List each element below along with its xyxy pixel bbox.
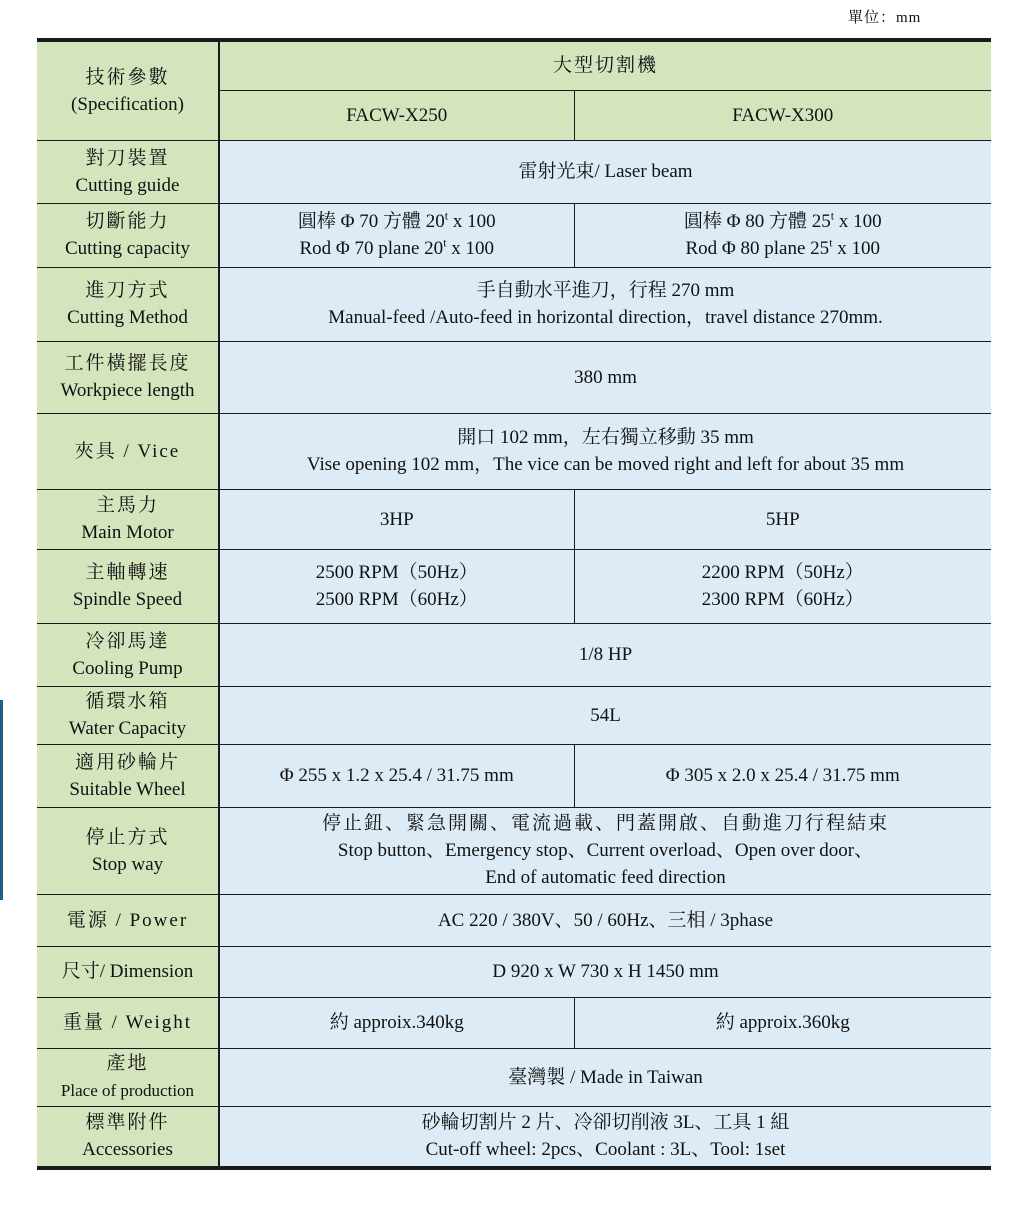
label-accessories — [37, 1106, 219, 1168]
value-line: 2200 RPM（50Hz） — [701, 562, 864, 583]
label-stop-way — [37, 807, 219, 894]
label-zh: 循環水箱 — [85, 691, 170, 712]
capacity-text: x 100 — [832, 238, 881, 259]
capacity-text: Rod Φ 70 plane 20 — [299, 238, 444, 259]
value-suitable-wheel-x250: Φ 255 x 1.2 x 25.4 / 31.75 mm — [219, 744, 574, 807]
value-line: 2300 RPM（60Hz） — [701, 589, 864, 610]
label-en: Workpiece length — [60, 380, 195, 401]
label-en: Cutting guide — [75, 174, 180, 196]
capacity-line — [579, 235, 988, 262]
value-spindle-speed-x300 — [574, 549, 991, 623]
machine-title: 大型切割機 — [219, 40, 991, 90]
value-line: 2500 RPM（60Hz） — [315, 589, 478, 610]
label-cutting-guide — [37, 140, 219, 203]
label-dimension: 尺寸/ Dimension — [37, 946, 219, 997]
capacity-line — [224, 208, 570, 235]
label-zh: 冷卻馬達 — [85, 630, 170, 652]
value-line: Cut-off wheel: 2pcs、Coolant : 3L、Tool: 1set — [425, 1139, 786, 1161]
header-row-title — [37, 40, 991, 90]
value-line: Vise opening 102 mm，The vice can be moved right and left for about 35 mm — [306, 454, 905, 475]
label-cooling-pump — [37, 623, 219, 686]
label-suitable-wheel — [37, 744, 219, 807]
label-en: Main Motor — [81, 522, 174, 543]
value-line: Manual-feed /Auto-feed in horizontal direction，travel distance 270mm. — [328, 307, 883, 328]
label-place — [37, 1048, 219, 1106]
capacity-text: x 100 — [834, 211, 882, 232]
row-cooling-pump — [37, 623, 991, 686]
label-en: Water Capacity — [68, 718, 187, 739]
spec-header-cell — [37, 40, 219, 140]
thickness-sup: t — [443, 235, 447, 250]
thickness-sup: t — [830, 208, 835, 223]
row-weight — [37, 997, 991, 1048]
value-vice — [219, 413, 991, 489]
value-dimension: D 920 x W 730 x H 1450 mm — [219, 946, 991, 997]
spec-header-en: (Specification) — [71, 93, 184, 115]
capacity-text: x 100 — [446, 238, 495, 259]
value-place: 臺灣製 / Made in Taiwan — [219, 1048, 991, 1106]
label-zh: 產地 — [106, 1053, 149, 1074]
value-cutting-capacity-x300 — [574, 203, 991, 267]
label-zh: 主馬力 — [95, 495, 159, 516]
value-line: 停止鈕、緊急開關、電流過載、門蓋開啟、自動進刀行程結束 — [322, 813, 890, 834]
value-cutting-capacity-x250 — [219, 203, 574, 267]
spec-table — [37, 38, 991, 1170]
row-cutting-method — [37, 267, 991, 341]
label-en: Cutting Method — [67, 307, 188, 328]
left-edge-bar — [0, 700, 3, 900]
unit-label: 單位：mm — [848, 10, 922, 26]
label-en: Accessories — [82, 1139, 173, 1161]
capacity-text: Rod Φ 80 plane 25 — [685, 238, 830, 259]
row-workpiece-length — [37, 341, 991, 413]
label-zh: 標準附件 — [85, 1112, 170, 1134]
label-workpiece-length — [37, 341, 219, 413]
row-vice — [37, 413, 991, 489]
value-line: 手自動水平進刀，行程 270 mm — [476, 280, 735, 301]
row-stop-way — [37, 807, 991, 894]
capacity-text: x 100 — [448, 211, 496, 232]
label-cutting-capacity — [37, 203, 219, 267]
label-main-motor — [37, 489, 219, 549]
value-line: Stop button、Emergency stop、Current overload、Open over door、 — [337, 840, 874, 861]
label-zh: 對刀裝置 — [85, 147, 170, 169]
spec-header-zh: 技術參數 — [85, 66, 170, 88]
value-line: 砂輪切割片 2 片、冷卻切削液 3L、工具 1 組 — [421, 1112, 790, 1134]
value-stop-way — [219, 807, 991, 894]
value-weight-x250: 約 approix.340kg — [219, 997, 574, 1048]
label-en: Cutting capacity — [64, 238, 191, 259]
label-vice: 夾具 / Vice — [37, 413, 219, 489]
value-cutting-method — [219, 267, 991, 341]
value-water-capacity: 54L — [219, 686, 991, 744]
value-suitable-wheel-x300: Φ 305 x 2.0 x 25.4 / 31.75 mm — [574, 744, 991, 807]
row-spindle-speed — [37, 549, 991, 623]
value-cooling-pump: 1/8 HP — [219, 623, 991, 686]
row-main-motor — [37, 489, 991, 549]
value-main-motor-x300: 5HP — [574, 489, 991, 549]
row-cutting-guide — [37, 140, 991, 203]
value-line: 2500 RPM（50Hz） — [315, 562, 478, 583]
row-suitable-wheel — [37, 744, 991, 807]
value-line: 開口 102 mm，左右獨立移動 35 mm — [457, 427, 754, 448]
label-power: 電源 / Power — [37, 894, 219, 946]
label-spindle-speed — [37, 549, 219, 623]
label-zh: 工件橫擺長度 — [64, 353, 191, 374]
value-line: End of automatic feed direction — [485, 867, 726, 888]
label-water-capacity — [37, 686, 219, 744]
label-en: Cooling Pump — [72, 657, 183, 679]
label-cutting-method — [37, 267, 219, 341]
label-en: Spindle Speed — [72, 589, 183, 610]
label-en: Stop way — [91, 853, 164, 875]
value-workpiece-length: 380 mm — [219, 341, 991, 413]
row-place — [37, 1048, 991, 1106]
row-dimension — [37, 946, 991, 997]
label-zh: 進刀方式 — [85, 280, 170, 301]
label-zh: 切斷能力 — [85, 211, 170, 232]
label-zh: 主軸轉速 — [85, 562, 170, 583]
label-en: Suitable Wheel — [69, 778, 186, 800]
value-accessories — [219, 1106, 991, 1168]
label-en: Place of production — [60, 1081, 195, 1100]
capacity-text: 圓棒 Φ 70 方體 20 — [297, 211, 445, 232]
row-power — [37, 894, 991, 946]
value-cutting-guide: 雷射光束/ Laser beam — [219, 140, 991, 203]
capacity-line — [579, 208, 988, 235]
label-zh: 停止方式 — [85, 826, 170, 848]
row-water-capacity — [37, 686, 991, 744]
value-spindle-speed-x250 — [219, 549, 574, 623]
thickness-sup: t — [829, 235, 833, 250]
row-accessories — [37, 1106, 991, 1168]
value-main-motor-x250: 3HP — [219, 489, 574, 549]
capacity-text: 圓棒 Φ 80 方體 25 — [683, 211, 831, 232]
model-x300: FACW-X300 — [574, 90, 991, 140]
thickness-sup: t — [444, 208, 449, 223]
label-weight: 重量 / Weight — [37, 997, 219, 1048]
value-weight-x300: 約 approix.360kg — [574, 997, 991, 1048]
row-cutting-capacity — [37, 203, 991, 267]
label-zh: 適用砂輪片 — [74, 751, 180, 773]
value-power: AC 220 / 380V、50 / 60Hz、三相 / 3phase — [219, 894, 991, 946]
model-x250: FACW-X250 — [219, 90, 574, 140]
capacity-line — [224, 235, 570, 262]
